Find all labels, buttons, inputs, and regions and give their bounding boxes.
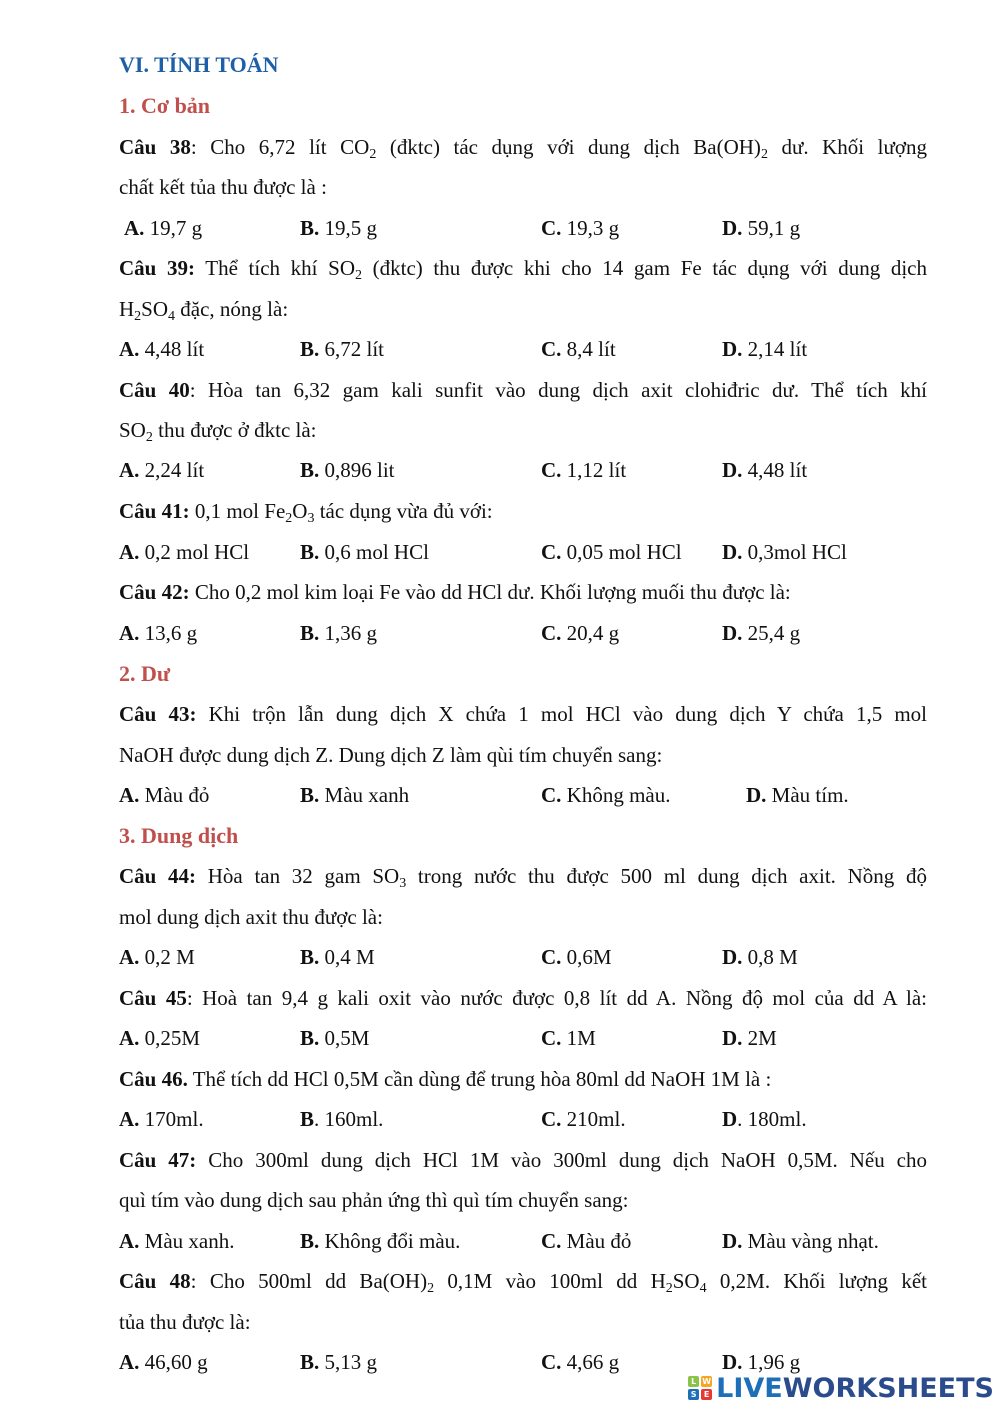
- question-47: Câu 47: Cho 300ml dung dịch HCl 1M vào 300ml dung dịch NaOH 0,5M. Nếu cho: [119, 1148, 928, 1172]
- option-c[interactable]: C. 20,4 g: [541, 621, 620, 645]
- option-b[interactable]: B. 6,72 lít: [300, 337, 385, 361]
- option-c[interactable]: C. 19,3 g: [541, 216, 620, 240]
- option-b[interactable]: B. 160ml.: [300, 1107, 384, 1131]
- option-c[interactable]: C. 0,05 mol HCl: [541, 540, 682, 564]
- option-d[interactable]: D. 25,4 g: [722, 621, 801, 645]
- question-43: Câu 43: Khi trộn lẫn dung dịch X chứa 1 mol HCl vào dung dịch Y chứa 1,5 mol: [119, 702, 928, 726]
- option-c[interactable]: C. Không màu.: [541, 783, 671, 807]
- option-b[interactable]: B. 0,4 M: [300, 945, 375, 969]
- option-a[interactable]: A. 170ml.: [119, 1107, 204, 1131]
- option-d[interactable]: D. 59,1 g: [722, 216, 801, 240]
- option-d[interactable]: D. 0,3mol HCl: [722, 540, 847, 564]
- option-a[interactable]: A. Màu xanh.: [119, 1229, 235, 1253]
- section-title: VI. TÍNH TOÁN: [119, 52, 279, 77]
- option-d[interactable]: D. 0,8 M: [722, 945, 798, 969]
- question-40-cont: $SO_2$ thu được ở đktc là:: [119, 418, 317, 445]
- option-d[interactable]: D. 1,96 g: [722, 1350, 801, 1374]
- option-c[interactable]: C. 1,12 lít: [541, 458, 627, 482]
- option-c[interactable]: C. 4,66 g: [541, 1350, 620, 1374]
- option-b[interactable]: B. Màu xanh: [300, 783, 410, 807]
- logo-mark-icon: L W S E: [688, 1376, 712, 1400]
- option-a[interactable]: A. 19,7 g: [124, 216, 203, 240]
- option-b[interactable]: B. 5,13 g: [300, 1350, 378, 1374]
- option-a[interactable]: A. 46,60 g: [119, 1350, 208, 1374]
- option-a[interactable]: A. 13,6 g: [119, 621, 198, 645]
- option-b[interactable]: B. 0,6 mol HCl: [300, 540, 429, 564]
- logo-text: LIVEWORKSHEETS: [716, 1372, 994, 1404]
- option-d[interactable]: D. 2,14 lít: [722, 337, 808, 361]
- question-44: Câu 44: Hòa tan 32 gam $SO_3$ trong nước thu được 500 ml dung dịch axit. Nồng độ: [119, 864, 927, 891]
- question-42: Câu 42: Cho 0,2 mol kim loại Fe vào dd HCl dư. Khối lượng muối thu được là:: [119, 580, 791, 604]
- question-39-cont: $H_2SO_4$ đặc, nóng là:: [119, 297, 289, 324]
- question-41: Câu 41: 0,1 mol $Fe_2O_3$ tác dụng vừa đủ với:: [119, 499, 493, 526]
- option-d[interactable]: D. Màu vàng nhạt.: [722, 1229, 879, 1253]
- question-38-cont: chất kết tủa thu được là :: [119, 175, 327, 199]
- option-a[interactable]: A. 2,24 lít: [119, 458, 205, 482]
- option-b[interactable]: B. Không đổi màu.: [300, 1229, 461, 1253]
- question-40: Câu 40: Hòa tan 6,32 gam kali sunfit vào dung dịch axit clohiđric dư. Thể tích khí: [119, 378, 927, 402]
- option-c[interactable]: C. Màu đỏ: [541, 1229, 632, 1253]
- option-d[interactable]: D. 180ml.: [722, 1107, 807, 1131]
- subsection-title: 1. Cơ bản: [119, 93, 211, 118]
- option-d[interactable]: D. 2M: [722, 1026, 777, 1050]
- question-44-cont: mol dung dịch axit thu được là:: [119, 905, 383, 929]
- subsection-title: 3. Dung dịch: [119, 823, 239, 848]
- option-a[interactable]: A. 0,2 mol HCl: [119, 540, 250, 564]
- option-a[interactable]: A. 0,25M: [119, 1026, 201, 1050]
- option-a[interactable]: A. Màu đỏ: [119, 783, 210, 807]
- option-d[interactable]: D. Màu tím.: [746, 783, 849, 807]
- liveworksheets-logo[interactable]: [688, 1371, 994, 1405]
- option-a[interactable]: A. 0,2 M: [119, 945, 195, 969]
- option-a[interactable]: A. 4,48 lít: [119, 337, 205, 361]
- option-d[interactable]: D. 4,48 lít: [722, 458, 808, 482]
- option-c[interactable]: C. 1M: [541, 1026, 596, 1050]
- subsection-title: 2. Dư: [119, 661, 171, 686]
- question-47-cont: quì tím vào dung dịch sau phản ứng thì quì tím chuyển sang:: [119, 1188, 629, 1212]
- question-45: Câu 45: Hoà tan 9,4 g kali oxit vào nước được 0,8 lít dd A. Nồng độ mol của dd A là:: [119, 986, 927, 1010]
- question-48-cont: tủa thu được là:: [119, 1310, 251, 1334]
- option-c[interactable]: C. 8,4 lít: [541, 337, 616, 361]
- option-c[interactable]: C. 210ml.: [541, 1107, 626, 1131]
- question-43-cont: NaOH được dung dịch Z. Dung dịch Z làm qùi tím chuyển sang:: [119, 743, 663, 767]
- question-38: Câu 38: Cho 6,72 lít $CO_2$ (đktc) tác dụng với dung dịch $Ba(OH)_2$ dư. Khối lượng: [119, 135, 928, 162]
- question-39: Câu 39: Thể tích khí $SO_2$ (đktc) thu được khi cho 14 gam Fe tác dụng với dung dịch: [119, 256, 927, 283]
- question-48: Câu 48: Cho 500ml dd $Ba(OH)_2$ 0,1M vào 100ml dd $H_2SO_4$ 0,2M. Khối lượng kết: [119, 1269, 928, 1296]
- option-c[interactable]: C. 0,6M: [541, 945, 612, 969]
- option-b[interactable]: B. 19,5 g: [300, 216, 378, 240]
- question-46: Câu 46. Thể tích dd HCl 0,5M cần dùng để trung hòa 80ml dd NaOH 1M là :: [119, 1067, 772, 1091]
- option-b[interactable]: B. 1,36 g: [300, 621, 378, 645]
- option-b[interactable]: B. 0,896 lit: [300, 458, 395, 482]
- option-b[interactable]: B. 0,5M: [300, 1026, 370, 1050]
